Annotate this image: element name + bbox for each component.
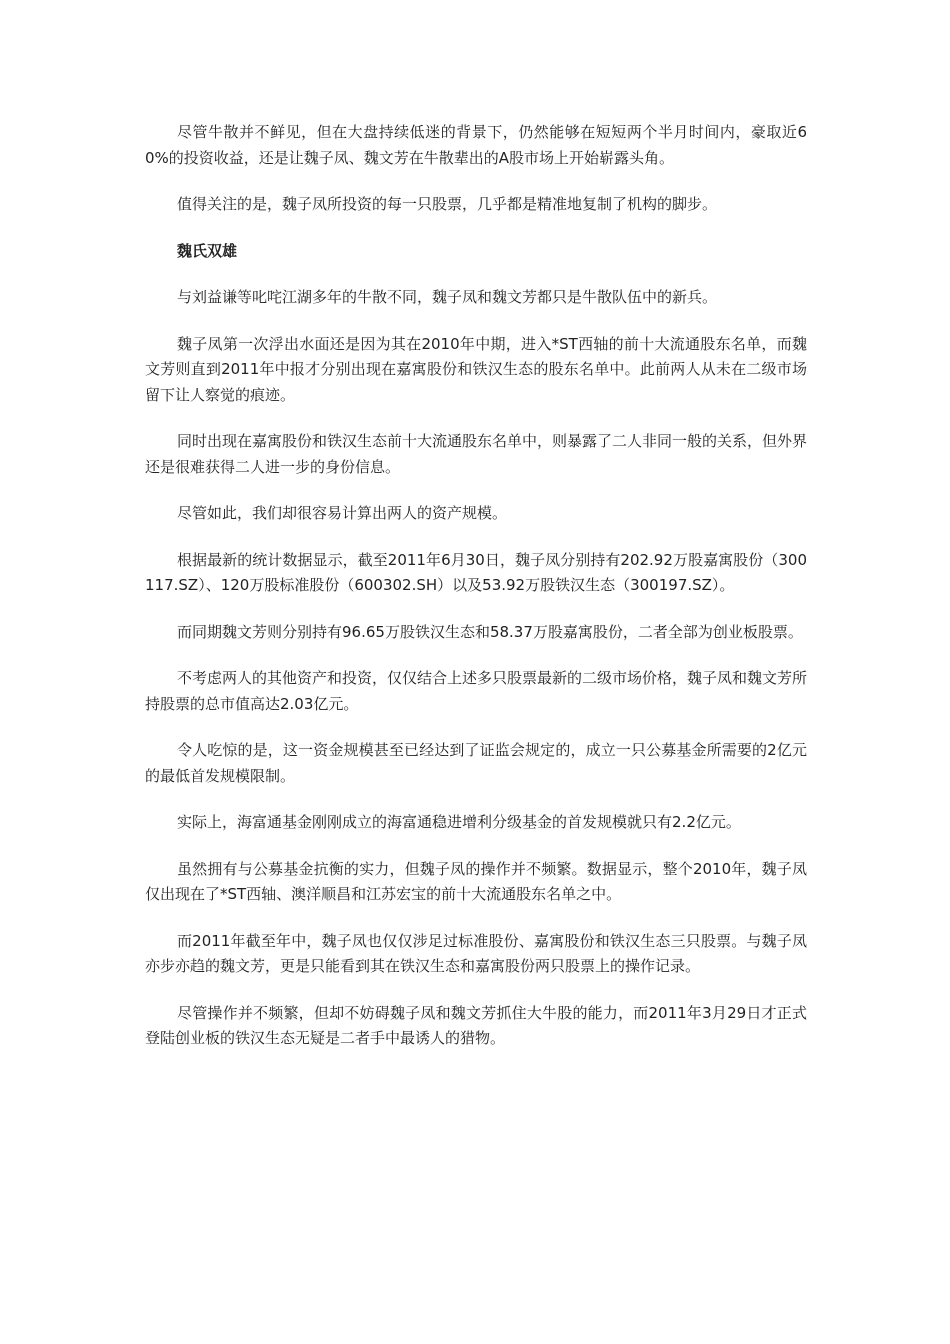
paragraph-3: 与刘益谦等叱咤江湖多年的牛散不同，魏子凤和魏文芳都只是牛散队伍中的新兵。 bbox=[177, 288, 718, 306]
paragraph-1: 尽管牛散并不鲜见，但在大盘持续低迷的背景下，仍然能够在短短两个半月时间内，豪取近60%的投资收益，还是让魏子凤、魏文芳在牛散辈出的A股市场上开始崭露头角。 bbox=[145, 123, 807, 167]
paragraph-5: 同时出现在嘉寓股份和铁汉生态前十大流通股东名单中，则暴露了二人非同一般的关系，但外界还是很难获得二人进一步的身份信息。 bbox=[145, 432, 808, 476]
paragraph-9: 不考虑两人的其他资产和投资，仅仅结合上述多只股票最新的二级市场价格，魏子凤和魏文芳所持股票的总市值高达2.03亿元。 bbox=[145, 669, 808, 713]
paragraph-10: 令人吃惊的是，这一资金规模甚至已经达到了证监会规定的，成立一只公募基金所需要的2亿元的最低首发规模限制。 bbox=[145, 741, 807, 785]
paragraph-2: 值得关注的是，魏子凤所投资的每一只股票，几乎都是精准地复制了机构的脚步。 bbox=[177, 195, 718, 213]
paragraph-7: 根据最新的统计数据显示，截至2011年6月30日，魏子凤分别持有202.92万股嘉寓股份（300117.SZ）、120万股标准股份（600302.SH）以及53.92万股铁汉生态（300197.SZ）。 bbox=[145, 550, 807, 594]
paragraph-13: 而2011年截至年中，魏子凤也仅仅涉足过标准股份、嘉寓股份和铁汉生态三只股票。与魏子凤亦步亦趋的魏文芳，更是只能看到其在铁汉生态和嘉寓股份两只股票上的操作记录。 bbox=[145, 931, 807, 975]
section-heading: 魏氏双雄 bbox=[177, 241, 238, 260]
document-page bbox=[145, 120, 807, 1073]
paragraph-8: 而同期魏文芳则分别持有96.65万股铁汉生态和58.37万股嘉寓股份，二者全部为创业板股票。 bbox=[177, 622, 803, 641]
paragraph-4: 魏子凤第一次浮出水面还是因为其在2010年中期，进入*ST西轴的前十大流通股东名单，而魏文芳则直到2011年中报才分别出现在嘉寓股份和铁汉生态的股东名单中。此前两人从未在二级市场留下让人察觉的痕迹。 bbox=[145, 334, 807, 404]
paragraph-14: 尽管操作并不频繁，但却不妨碍魏子凤和魏文芳抓住大牛股的能力，而2011年3月29日才正式登陆创业板的铁汉生态无疑是二者手中最诱人的猎物。 bbox=[145, 1003, 807, 1047]
paragraph-6: 尽管如此，我们却很容易计算出两人的资产规模。 bbox=[177, 504, 508, 522]
paragraph-11: 实际上，海富通基金刚刚成立的海富通稳进增利分级基金的首发规模就只有2.2亿元。 bbox=[177, 813, 741, 831]
paragraph-12: 虽然拥有与公募基金抗衡的实力，但魏子凤的操作并不频繁。数据显示，整个2010年，魏子凤仅出现在了*ST西轴、澳洋顺昌和江苏宏宝的前十大流通股东名单之中。 bbox=[145, 859, 807, 903]
